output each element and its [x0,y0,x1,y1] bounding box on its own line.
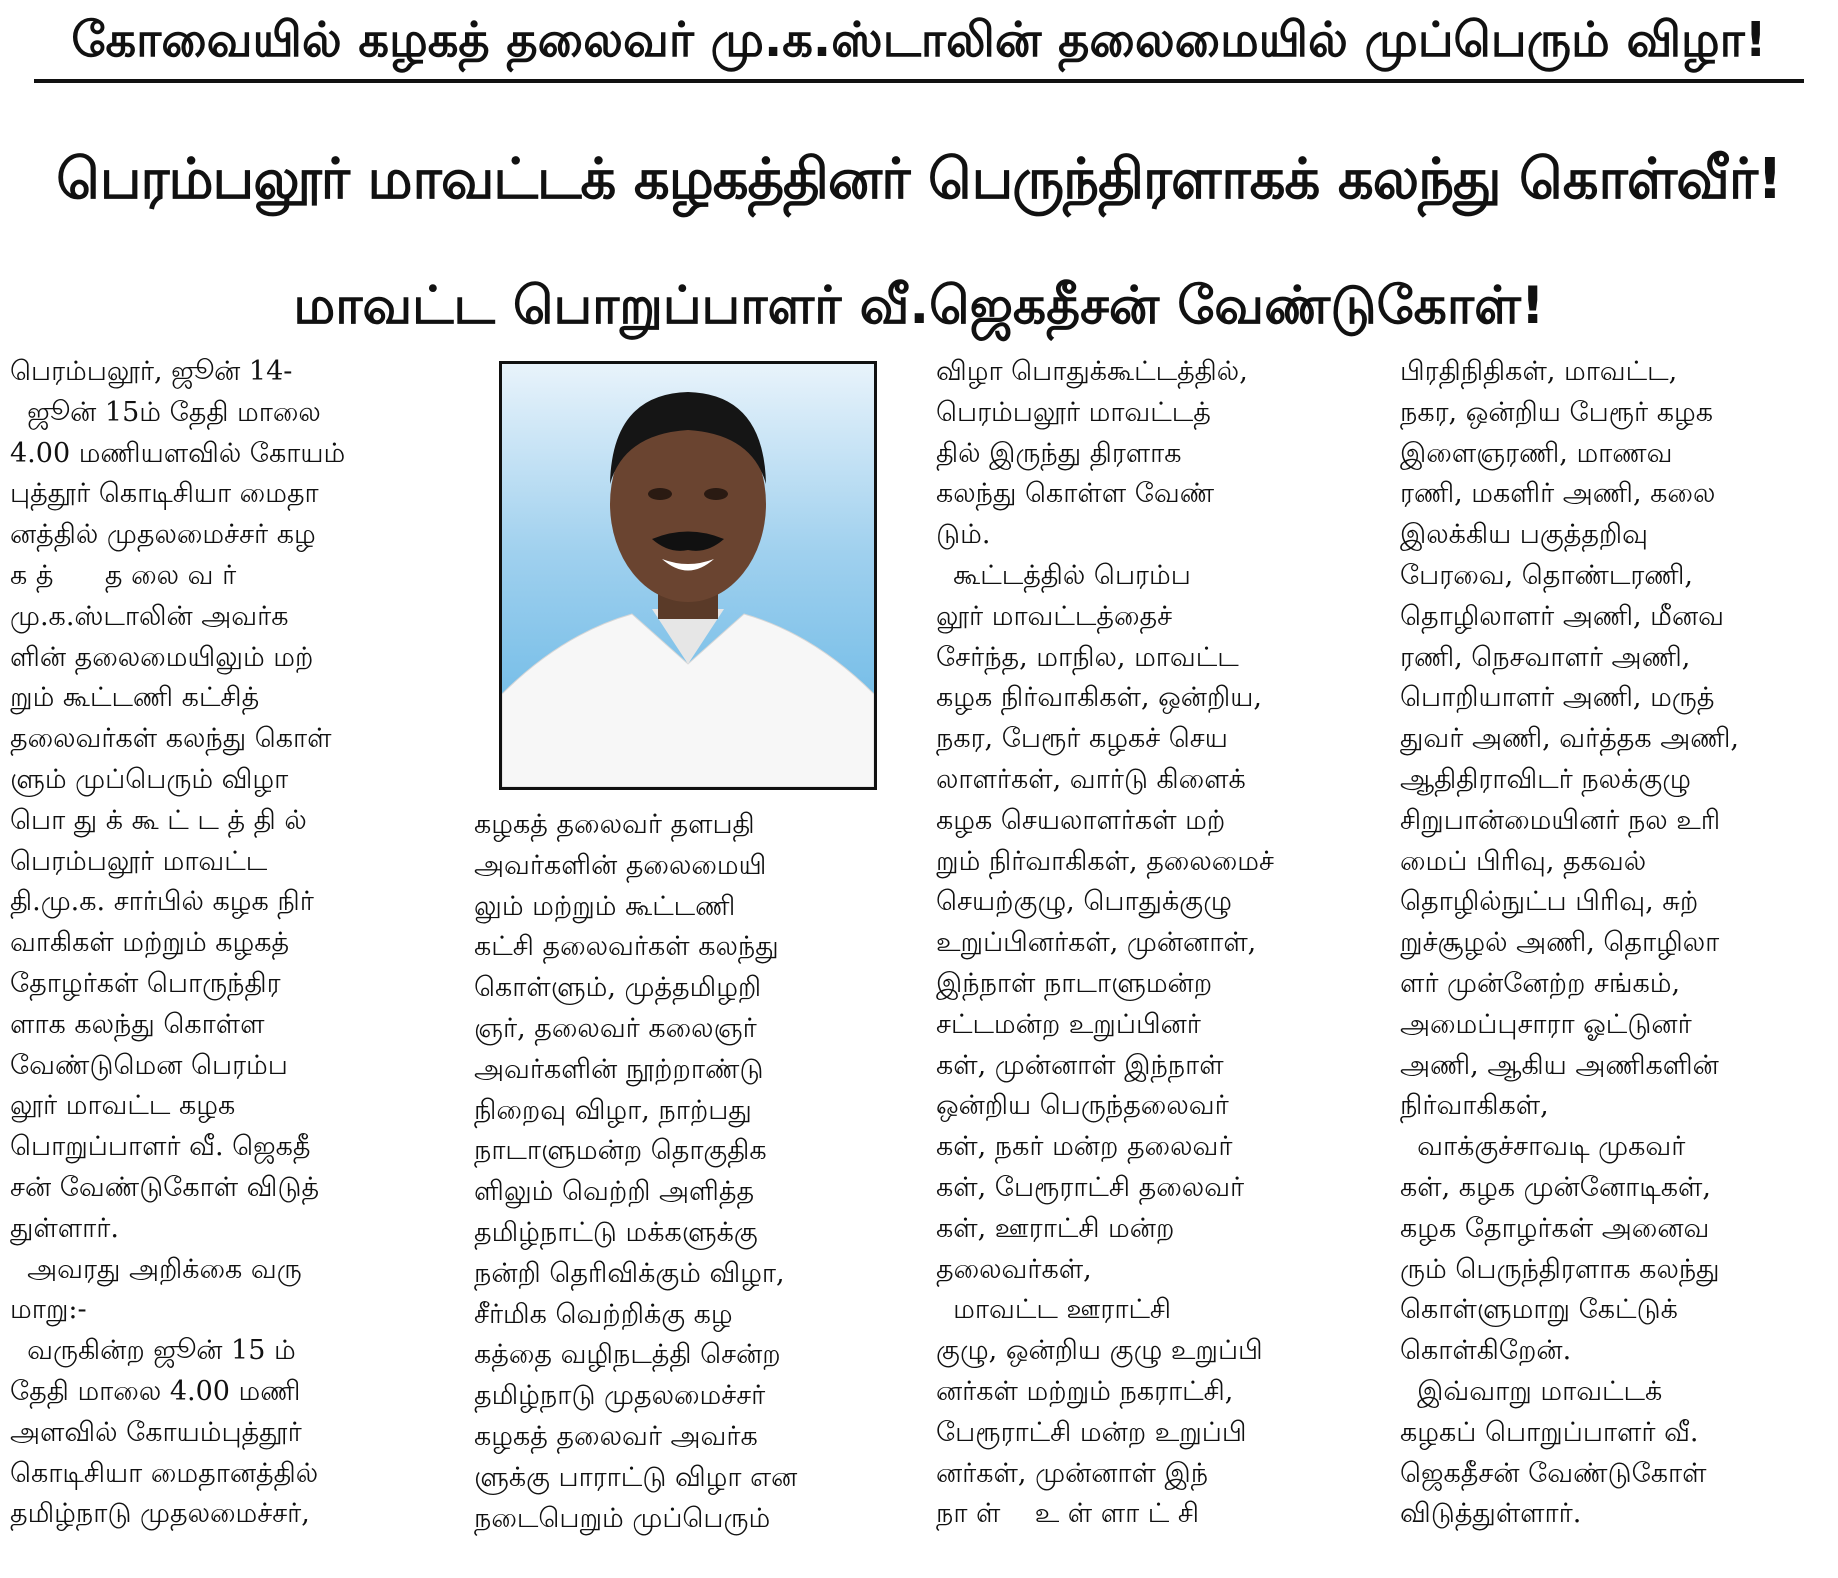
article-column-4: பிரதிநிதிகள், மாவட்ட, நகர, ஒன்றிய பேரூர் கழக இளைஞரணி, மாணவ ரணி, மகளிர் அணி, கலை இலக்கிய பகுத்தறிவு பேரவை, தொண்டரணி, தொழிலாளர் அணி, மீனவ ரணி, நெசவாளர் அணி, பொறியாளர் அணி, மருத் துவர் அணி, வர்த்தக அணி, ஆதிதிராவிடர் நலக்குழு சிறுபான்மையினர் நல உரி மைப் பிரிவு, தகவல் தொழில்நுட்ப பிரிவு, சுற் றுச்சூழல் அணி, தொழிலா ளர் முன்னேற்ற சங்கம், அமைப்புசாரா ஓட்டுனர் அணி, ஆகிய அணிகளின் நிர்வாகிகள், வாக்குச்சாவடி முகவர் கள், கழக முன்னோடிகள், கழக தோழர்கள் அனைவ ரும் பெருந்திரளாக கலந்து கொள்ளுமாறு கேட்டுக் கொள்கிறேன். இவ்வாறு மாவட்டக் கழகப் பொறுப்பாளர் வீ. ஜெகதீசன் வேண்டுகோள் விடுத்துள்ளார். [1400,356,1739,1530]
main-headline: பெரம்பலூர் மாவட்டக் கழகத்தினர் பெருந்திரளாகக் கலந்து கொள்வீர்! [56,147,1782,212]
portrait-illustration [502,364,874,787]
kicker-underline [34,79,1804,83]
article-column-1: பெரம்பலூர், ஜூன் 14- ஜூன் 15ம் தேதி மாலை 4.00 மணியளவில் கோயம் புத்தூர் கொடிசியா மைதா னத்தில் முதலமைச்சர் கழ க த் த லை வ ர் மு.க.ஸ்டாலின் அவர்க ளின் தலைமையிலும் மற் றும் கூட்டணி கட்சித் தலைவர்கள் கலந்து கொள் ளும் முப்பெரும் விழா பொ து க் கூ ட் ட த் தி ல் பெரம்பலூர் மாவட்ட தி.மு.க. சார்பில் கழக நிர் வாகிகள் மற்றும் கழகத் தோழர்கள் பொருந்திர ளாக கலந்து கொள்ள வேண்டுமென பெரம்ப லூர் மாவட்ட கழக பொறுப்பாளர் வீ. ஜெகதீ சன் வேண்டுகோள் விடுத் துள்ளார். அவரது அறிக்கை வரு மாறு:- வருகின்ற ஜூன் 15 ம் தேதி மாலை 4.00 மணி அளவில் கோயம்புத்தூர் கொடிசியா மைதானத்தில் தமிழ்நாடு முதலமைச்சர், [10,356,346,1530]
article-column-2: கழகத் தலைவர் தளபதி அவர்களின் தலைமையி லும் மற்றும் கூட்டணி கட்சி தலைவர்கள் கலந்து கொள்ளும், முத்தமிழறி ஞர், தலைவர் கலைஞர் அவர்களின் நூற்றாண்டு நிறைவு விழா, நாற்பது நாடாளுமன்ற தொகுதிக ளிலும் வெற்றி அளித்த தமிழ்நாட்டு மக்களுக்கு நன்றி தெரிவிக்கும் விழா, சீர்மிக வெற்றிக்கு கழ கத்தை வழிநடத்தி சென்ற தமிழ்நாடு முதலமைச்சர் கழகத் தலைவர் அவர்க ளுக்கு பாராட்டு விழா என நடைபெறும் முப்பெரும் [474,809,798,1534]
subheadline: மாவட்ட பொறுப்பாளர் வீ.ஜெகதீசன் வேண்டுகோள்! [293,276,1545,336]
kicker-headline: கோவையில் கழகத் தலைவர் மு.க.ஸ்டாலின் தலைமையில் முப்பெரும் விழா! [71,12,1767,68]
article-column-3: விழா பொதுக்கூட்டத்தில், பெரம்பலூர் மாவட்டத் தில் இருந்து திரளாக கலந்து கொள்ள வேண் டும். கூட்டத்தில் பெரம்ப லூர் மாவட்டத்தைச் சேர்ந்த, மாநில, மாவட்ட கழக நிர்வாகிகள், ஒன்றிய, நகர, பேரூர் கழகச் செய லாளர்கள், வார்டு கிளைக் கழக செயலாளர்கள் மற் றும் நிர்வாகிகள், தலைமைச் செயற்குழு, பொதுக்குழு உறுப்பினர்கள், முன்னாள், இந்நாள் நாடாளுமன்ற சட்டமன்ற உறுப்பினர் கள், முன்னாள் இந்நாள் ஒன்றிய பெருந்தலைவர் கள், நகர் மன்ற தலைவர் கள், பேரூராட்சி தலைவர் கள், ஊராட்சி மன்ற தலைவர்கள், மாவட்ட ஊராட்சி குழு, ஒன்றிய குழு உறுப்பி னர்கள் மற்றும் நகராட்சி, பேரூராட்சி மன்ற உறுப்பி னர்கள், முன்னாள் இந் நா ள் உ ள் ளா ட் சி [936,356,1274,1530]
portrait-photo [499,361,877,790]
